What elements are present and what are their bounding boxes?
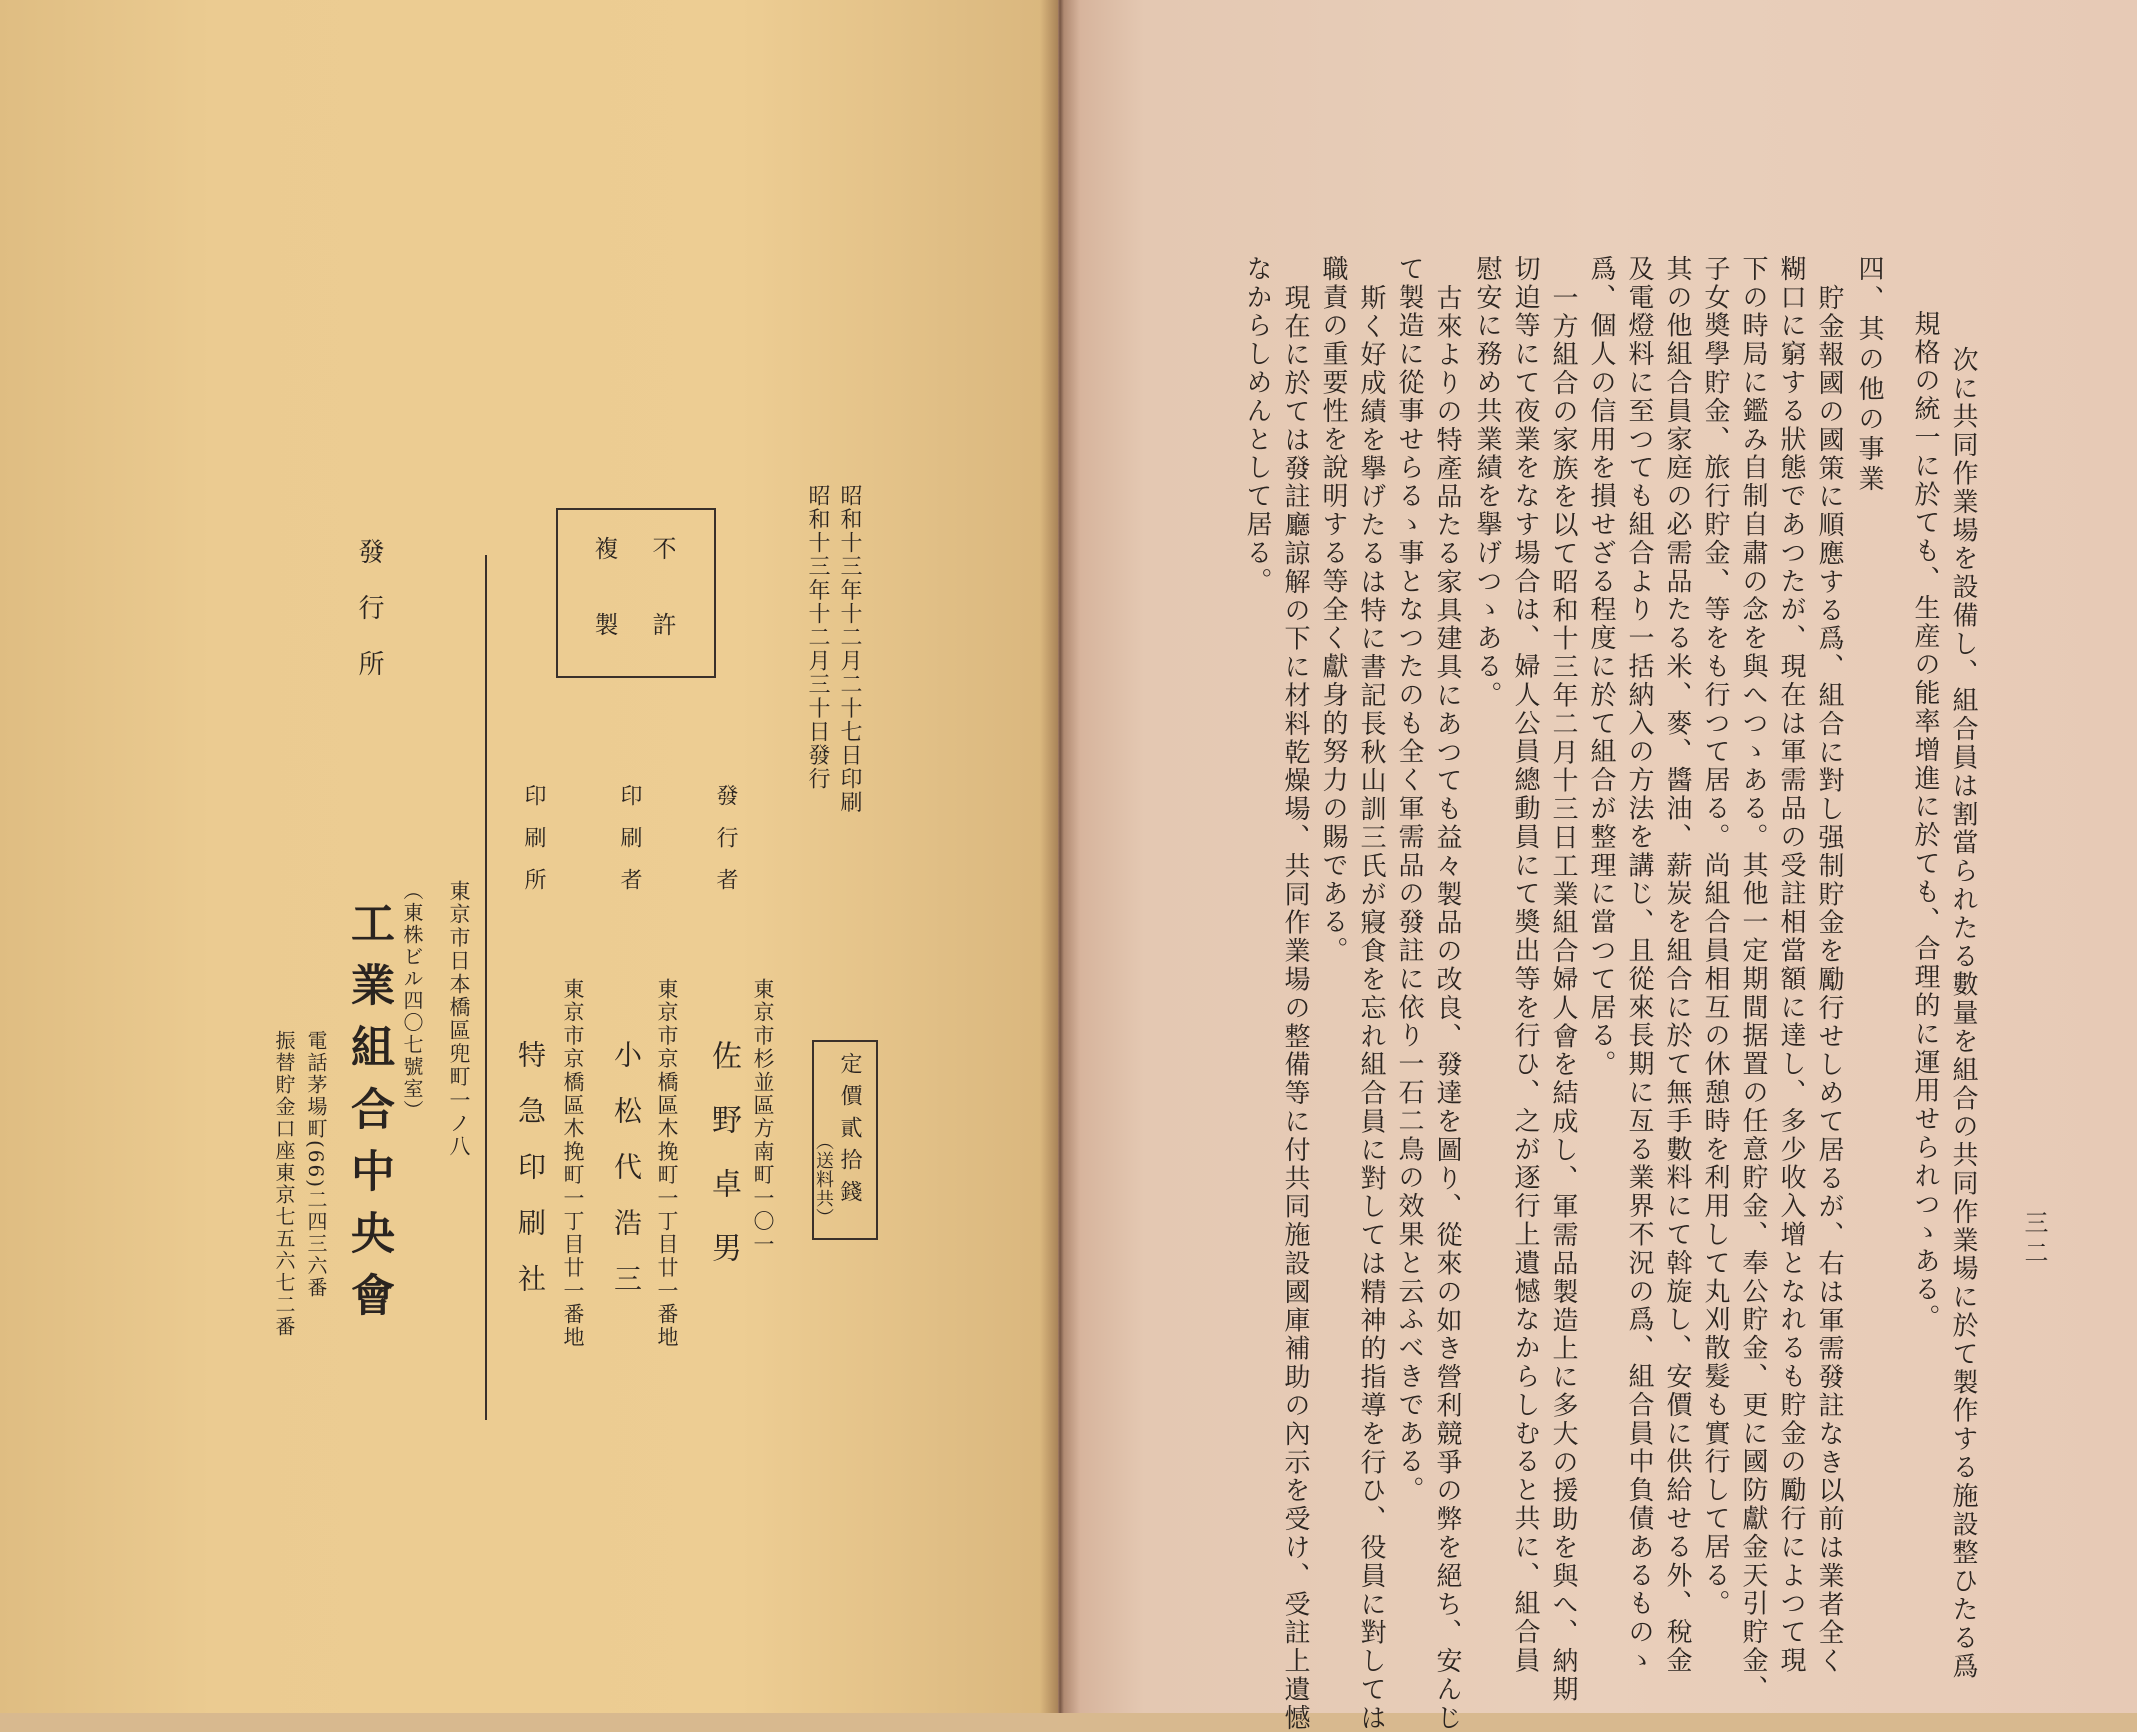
publisher-name: 佐野卓男 [706, 1040, 741, 1296]
body-line: 規格の統一に於ても、生産の能率增進に於ても、合理的に運用せられつゝある。 [1910, 310, 1940, 1333]
book-gutter [1040, 0, 1080, 1713]
transfer-account: 振替貯金口座東京七五六七二番 [272, 1030, 296, 1338]
body-line: 其の他組合員家庭の必需品たる米、麥、醬油、薪炭を組合に於て無手數料にて斡旋し、安價に供給せる外、稅金 [1662, 255, 1692, 1675]
body-line: 一方組合の家族を以て昭和十三年二月十三日工業組合婦人會を結成し、軍需品製造上に多大の援助を與へ、納期 [1548, 284, 1578, 1704]
copyright-seal [556, 508, 716, 678]
price: 定價貳拾錢 [837, 1052, 862, 1212]
divider-rule [485, 555, 487, 1420]
body-line: 子女奬學貯金、旅行貯金、等をも行つて居る。尚組合員相互の休憩時を利用して丸刈散髮も實行して居る。 [1700, 255, 1730, 1619]
seal-text: 複製 [590, 536, 618, 688]
body-line: 現在に於ては發註廳諒解の下に材料乾燥場、共同作業場の整備等に付共同施設國庫補助の內示を受け、受註上遺憾 [1280, 284, 1310, 1732]
body-line: 下の時局に鑑み自制自肅の念を與へつゝある。其他一定期間据置の任意貯金、奉公貯金、更に國防獻金天引貯金、 [1738, 255, 1768, 1704]
seal-text: 不許 [648, 536, 676, 688]
body-line: 切迫等にて夜業をなす場合は、婦人公員總動員にて奬出等を行ひ、之が逐行上遺憾なからしむると共に、組合員 [1510, 255, 1540, 1675]
building: （東株ビル四〇七號室） [400, 880, 424, 1122]
role-label: 印刷所 [521, 784, 546, 910]
role-label: 發行者 [713, 784, 738, 910]
body-line: なからしめんとして居る。 [1242, 255, 1272, 596]
body-line: 爲、個人の信用を損せざる程度に於て組合が整理に當つて居る。 [1586, 255, 1616, 1079]
printing-house-name: 特急印刷社 [514, 1040, 547, 1320]
body-line: 斯く好成績を擧げたるは特に書記長秋山訓三氏が寢食を忘れ組合員に對しては精神的指導を行ひ、役員に對しては [1356, 284, 1386, 1732]
body-line: 職責の重要性を說明する等全く獻身的努力の賜である。 [1318, 255, 1348, 965]
role-label: 印刷者 [617, 784, 642, 910]
body-line: 慰安に務め共業績を擧げつゝある。 [1472, 255, 1502, 710]
role-label: 發行所 [354, 538, 384, 706]
address: 東京市京橋區木挽町一丁目廿一番地 [655, 978, 679, 1350]
body-line: て製造に從事せらるゝ事となつたのも全く軍需品の發註に依り一石二鳥の效果と云ふべきである。 [1394, 255, 1424, 1505]
phone: 電話茅場町(66)二四三六番 [304, 1030, 328, 1300]
body-line: 及電燈料に至つても組合より一括納入の方法を講じ、且從來長期に亙る業界不況の爲、組合員中負債あるものゝ [1624, 255, 1654, 1675]
address: 東京市京橋區木挽町一丁目廿一番地 [561, 978, 585, 1350]
issue-date: 昭和十三年十二月三十日發行 [805, 484, 830, 791]
body-line: 貯金報國の國策に順應する爲、組合に對し强制貯金を勵行せしめて居るが、右は軍需發註なき以前は業者全く [1814, 284, 1844, 1676]
organization-name: 工業組合中央會 [343, 900, 394, 1334]
address: 東京市杉並區方南町一〇一 [751, 978, 775, 1257]
body-line: 糊口に窮する狀態であつたが、現在は軍需品の受註相當額に達し、多少收入增となれるも貯金の勵行によつて現 [1776, 255, 1806, 1675]
body-line: 古來よりの特產品たる家具建具にあつても益々製品の改良、發達を圖り、從來の如き營利競爭の弊を絕ち、安んじ [1432, 284, 1462, 1732]
page-number: 三二 [2020, 1210, 2048, 1270]
address: 東京市日本橋區兜町一ノ八 [447, 880, 471, 1159]
body-line: 次に共同作業場を設備し、組合員は割當られたる數量を組合の共同作業場に於て製作する施設整ひたる爲 [1948, 346, 1978, 1681]
printer-name: 小松代浩三 [610, 1040, 643, 1320]
section-heading: 四、其の他の事業 [1854, 255, 1884, 495]
print-date: 昭和十三年十二月二十七日印刷 [837, 484, 862, 815]
price-note: （送料共） [813, 1132, 834, 1227]
